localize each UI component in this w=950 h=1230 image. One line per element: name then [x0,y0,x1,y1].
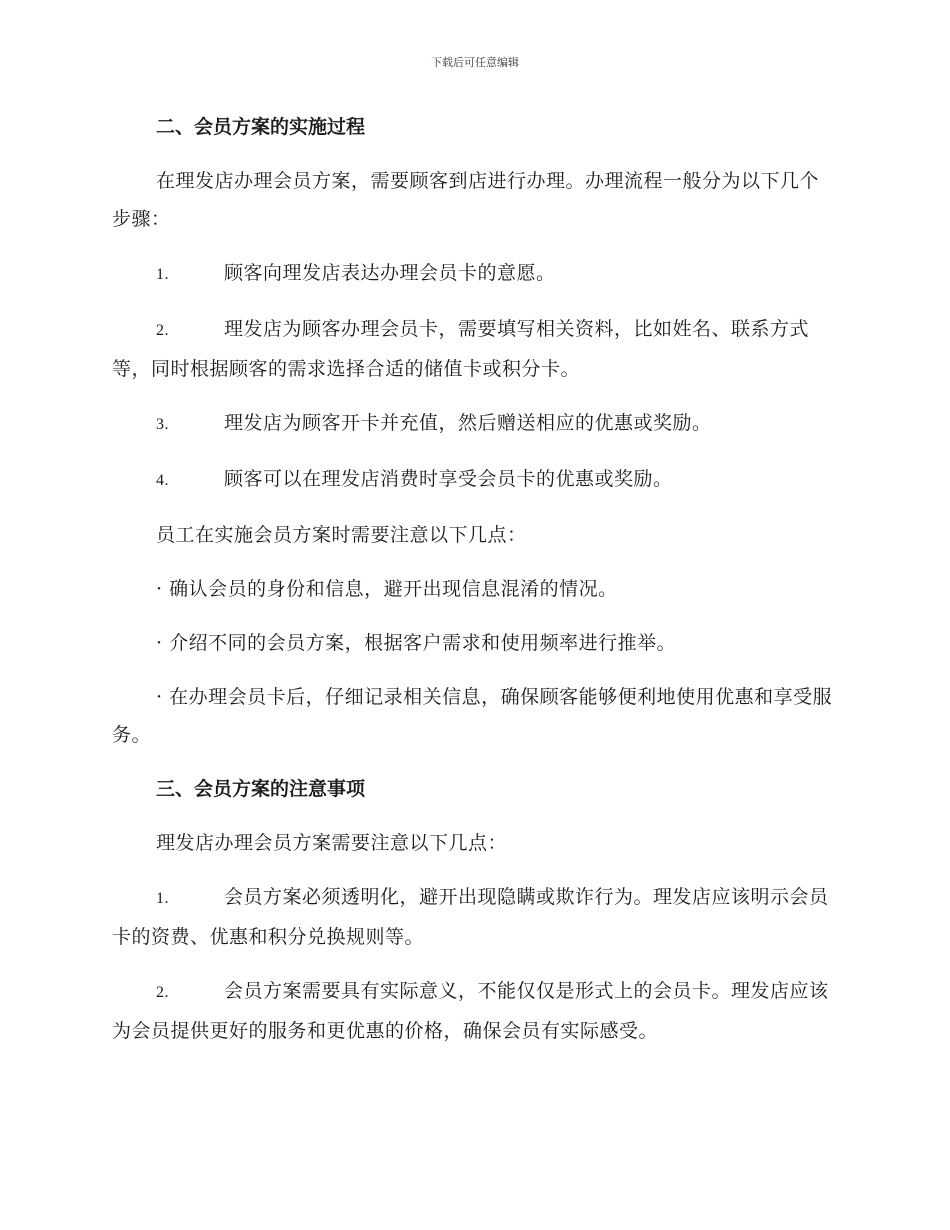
staff-notes-intro: 员工在实施会员方案时需要注意以下几点： [156,524,527,546]
step-text: 顾客可以在理发店消费时享受会员卡的优惠或奖励。 [224,468,673,490]
section-heading-implementation: 二、会员方案的实施过程 [156,116,366,138]
step-text: 顾客向理发店表达办理会员卡的意愿。 [224,262,556,284]
step-number: 3. [156,416,169,433]
precaution-item [112,878,836,956]
precautions-intro: 理发店办理会员方案需要注意以下几点： [156,832,508,854]
step-item [112,254,836,294]
document-body [112,108,836,1066]
step-item [112,404,836,444]
precaution-text: 会员方案需要具有实际意义，不能仅仅是形式上的会员卡。理发店应该为会员提供更好的服务和更优惠的价格，确保会员有实际感受。 [112,980,829,1042]
step-number: 4. [156,472,169,489]
bullet-item: · 在办理会员卡后，仔细记录相关信息，确保顾客能够便利地使用优惠和享受服务。 [112,686,833,746]
step-text: 理发店为顾客开卡并充值，然后赠送相应的优惠或奖励。 [224,412,712,434]
page-header: 下载后可任意编辑 [431,56,519,69]
precaution-text: 会员方案必须透明化，避开出现隐瞒或欺诈行为。理发店应该明示会员卡的资费、优惠和积分兑换规则等。 [112,886,829,948]
precaution-number: 1. [156,890,169,907]
precaution-item [112,972,836,1050]
step-number: 2. [156,322,169,339]
section-heading-precautions: 三、会员方案的注意事项 [156,778,366,800]
bullet-item: · 确认会员的身份和信息，避开出现信息混淆的情况。 [156,578,618,600]
precaution-number: 2. [156,984,169,1001]
step-number: 1. [156,266,169,283]
step-item [112,460,836,500]
step-item [112,310,836,388]
implementation-intro: 在理发店办理会员方案，需要顾客到店进行办理。办理流程一般分为以下几个步骤： [112,170,820,230]
step-text: 理发店为顾客办理会员卡，需要填写相关资料，比如姓名、联系方式等，同时根据顾客的需求选择合适的储值卡或积分卡。 [112,318,810,380]
bullet-item: · 介绍不同的会员方案，根据客户需求和使用频率进行推举。 [156,632,677,654]
